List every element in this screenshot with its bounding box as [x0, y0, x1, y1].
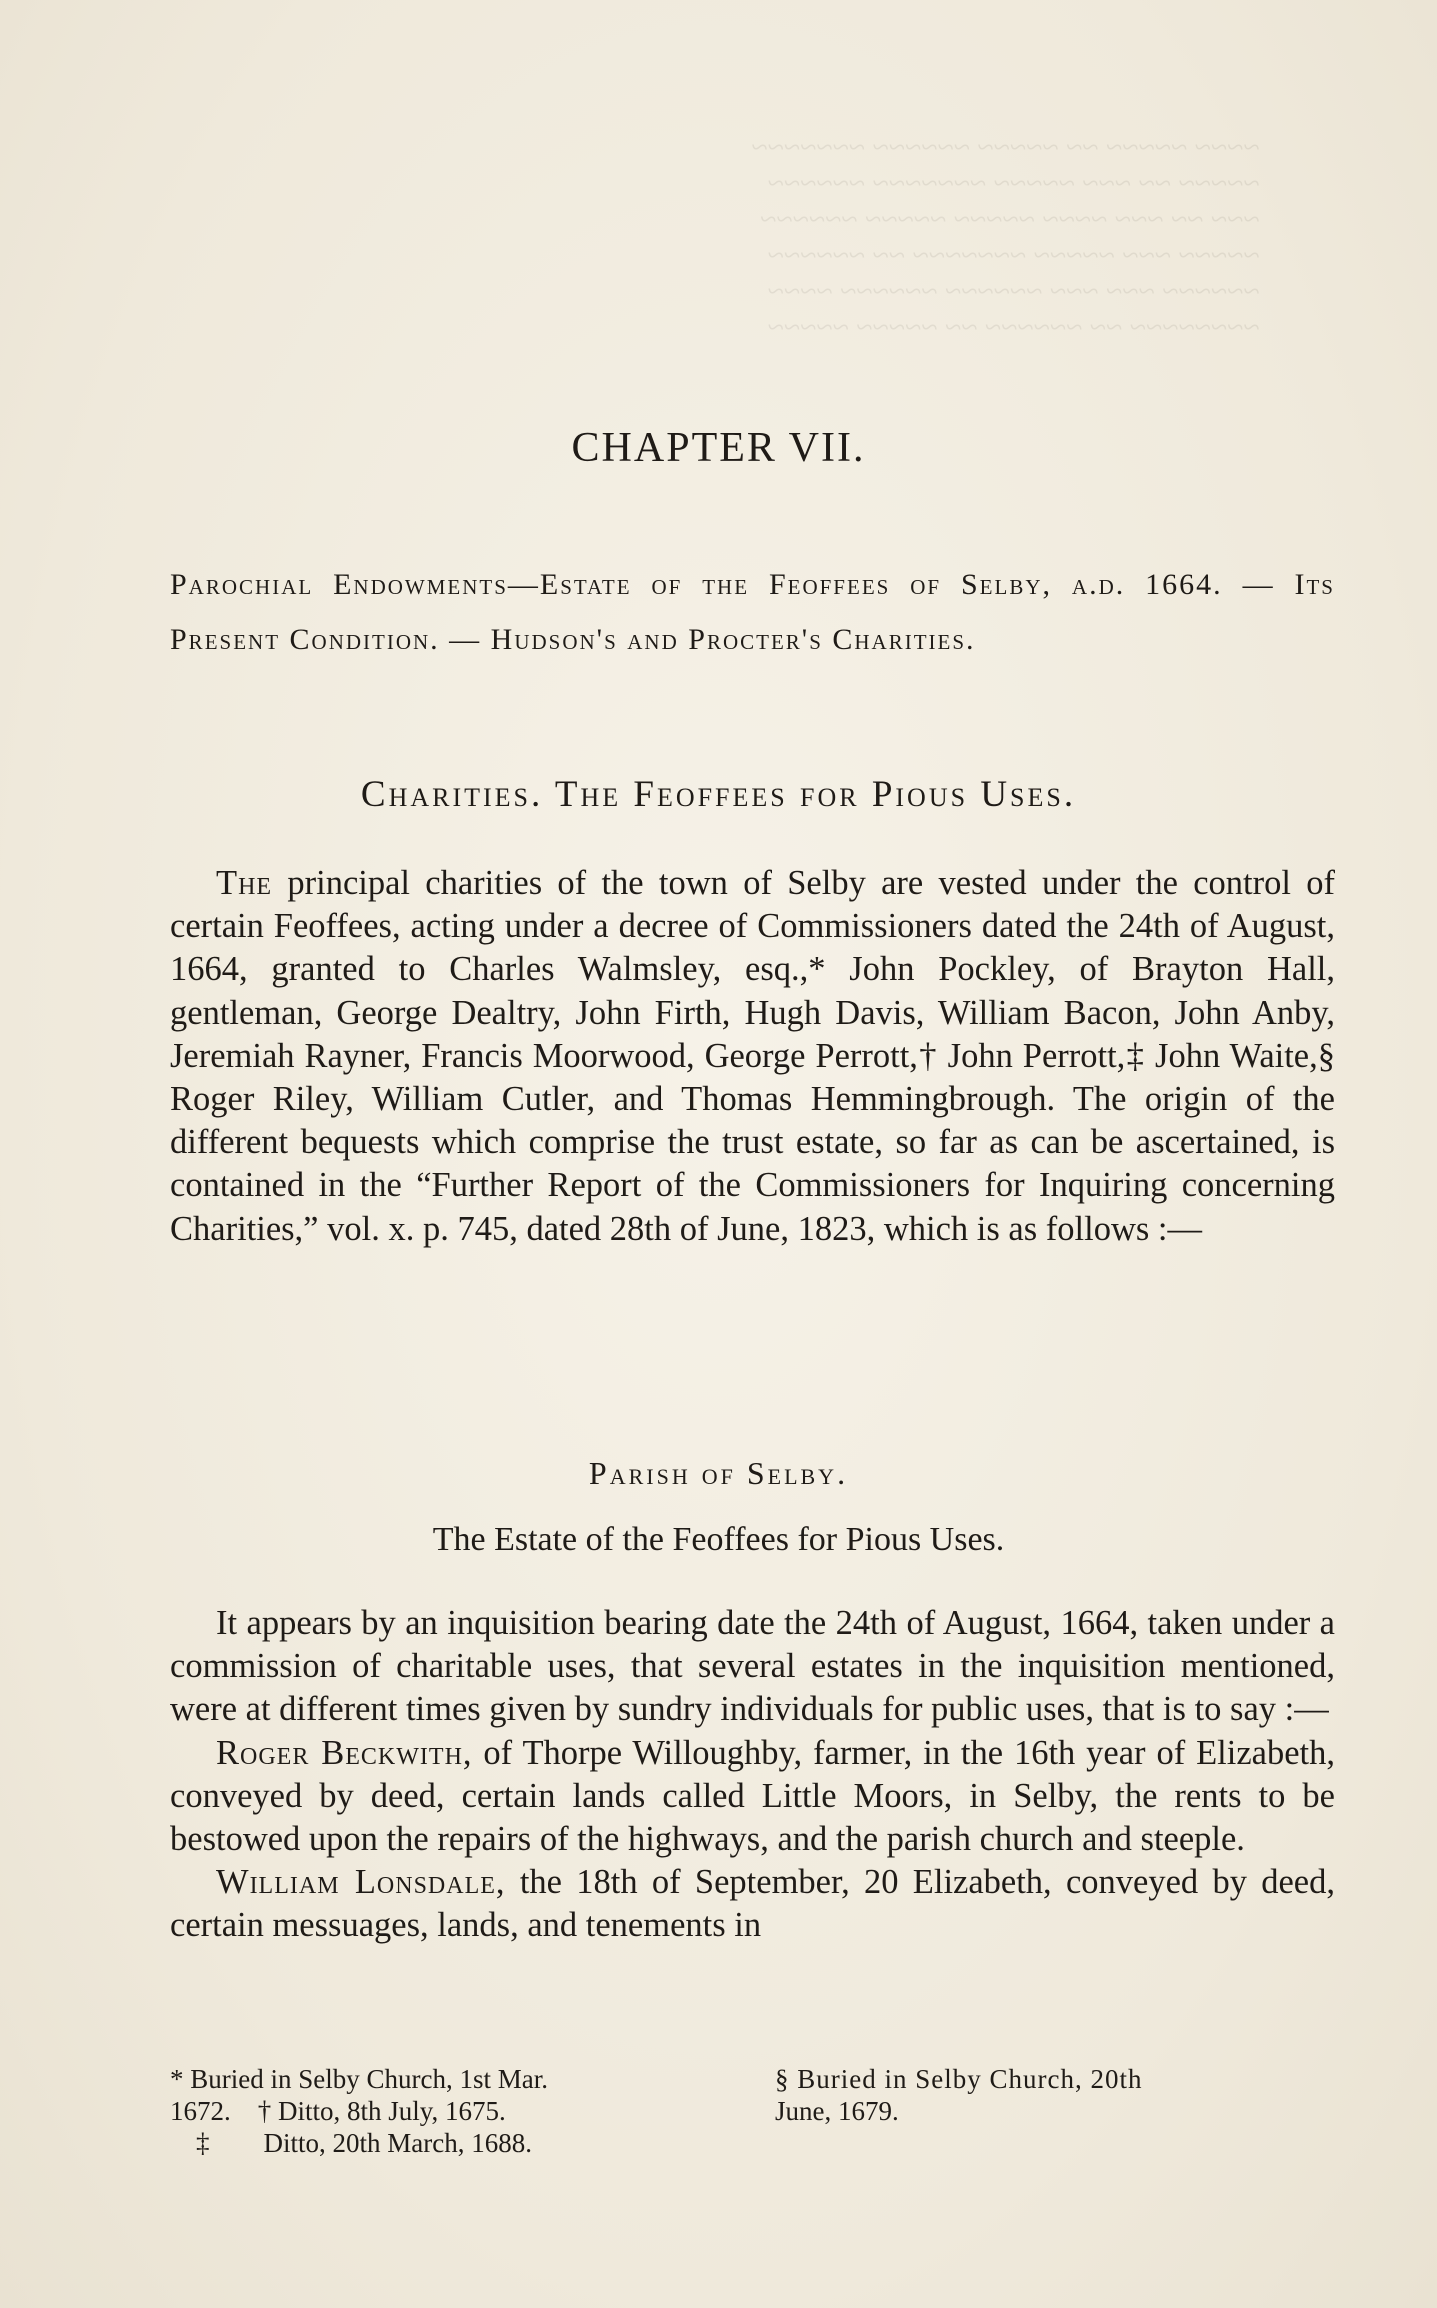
- paragraph-1-text: principal charities of the town of Selby are vested under the control of certain Feoffees, acting under a decree of Commissioners dated the 24th of August, 1664, granted to Charles Walmsley, esq.,* John Pockley, of Brayton Hall, gentleman, George Dealtry, John Firth, Hugh Davis, William Bacon, John Anby, Jeremiah Rayner, Francis Moorwood, George Perrott,† John Perrott,‡ John Waite,§ Roger Riley, William Cutler, and Thomas Hemmingbrough. The origin of the different bequests which comprise the trust estate, so far as can be ascertained, is contained in the “Further Report of the Commissioners for Inquiring concerning Charities,” vol. x. p. 745, dated 28th of June, 1823, which is as follows :—: [170, 864, 1335, 1248]
- footnote-line: June, 1679.: [775, 2096, 899, 2126]
- paragraph-4-text: the 18th of September, 20 Elizabeth, conveyed by deed, certain messuages, lands, and tenements in: [170, 1863, 1335, 1945]
- paragraph-4: [170, 1861, 1335, 1947]
- estate-heading: The Estate of the Feoffees for Pious Uses.: [432, 1521, 1005, 1558]
- footnotes: [170, 2063, 1335, 2159]
- paragraph-2: It appears by an inquisition bearing date the 24th of August, 1664, taken under a commission of charitable uses, that several estates in the inquisition mentioned, were at different times given by sundry individuals for public uses, that is to say :—: [170, 1604, 1335, 1729]
- footnotes-right: [775, 2063, 1335, 2159]
- paragraph-4-lead: William Lonsdale,: [216, 1863, 506, 1902]
- footnote-line: 1672. † Ditto, 8th July, 1675.: [170, 2096, 506, 2126]
- parish-heading: Parish of Selby.: [588, 1455, 849, 1491]
- chapter-title: CHAPTER VII.: [571, 425, 866, 471]
- paragraph-1: [170, 862, 1335, 1251]
- paragraph-3-lead: Roger Beckwith,: [216, 1733, 473, 1772]
- footnote-line: ‡ Ditto, 20th March, 1688.: [196, 2128, 532, 2158]
- footnote-line: * Buried in Selby Church, 1st Mar.: [170, 2064, 548, 2094]
- paragraph-3-text: of Thorpe Willoughby, farmer, in the 16th year of Elizabeth, conveyed by deed, certain lands called Little Moors, in Selby, the rents to be bestowed upon the repairs of the highways, and the parish church and steeple.: [170, 1733, 1335, 1859]
- footnote-line: § Buried in Selby Church, 20th: [775, 2064, 1143, 2094]
- bleed-through-text: ~~~~ ~~~~~ ~~ ~~~~~ ~~~~~~ ~~~~~~~ ~~~~~ ~~ ~~~ ~~~~~ ~~~~~~~ ~~~~~~ ~~~ ~~ ~~~ ~~~~ ~~~~~ ~~~~~ ~~~~~~ ~~~~~ ~~~ ~~~~~ ~~~~~~~ ~~ ~~~~~~ ~~~~~~ ~~~ ~~~ ~~~~~~ ~~~~~~ ~~~~ ~~~~~~~~ ~~ ~~~~~~ ~~ ~~~~~ ~~~~~: [751, 131, 1260, 344]
- footnotes-left: [170, 2063, 727, 2159]
- paragraph-3: [170, 1732, 1335, 1862]
- paragraph-1-lead: The: [216, 864, 273, 902]
- body-paragraphs: [170, 1602, 1335, 1948]
- section-heading: Charities. The Feoffees for Pious Uses.: [360, 774, 1077, 815]
- chapter-summary: Parochial Endowments—Estate of the Feoffees of Selby, a.d. 1664. — Its Present Condition. — Hudson's and Procter's Charities.: [170, 568, 1335, 656]
